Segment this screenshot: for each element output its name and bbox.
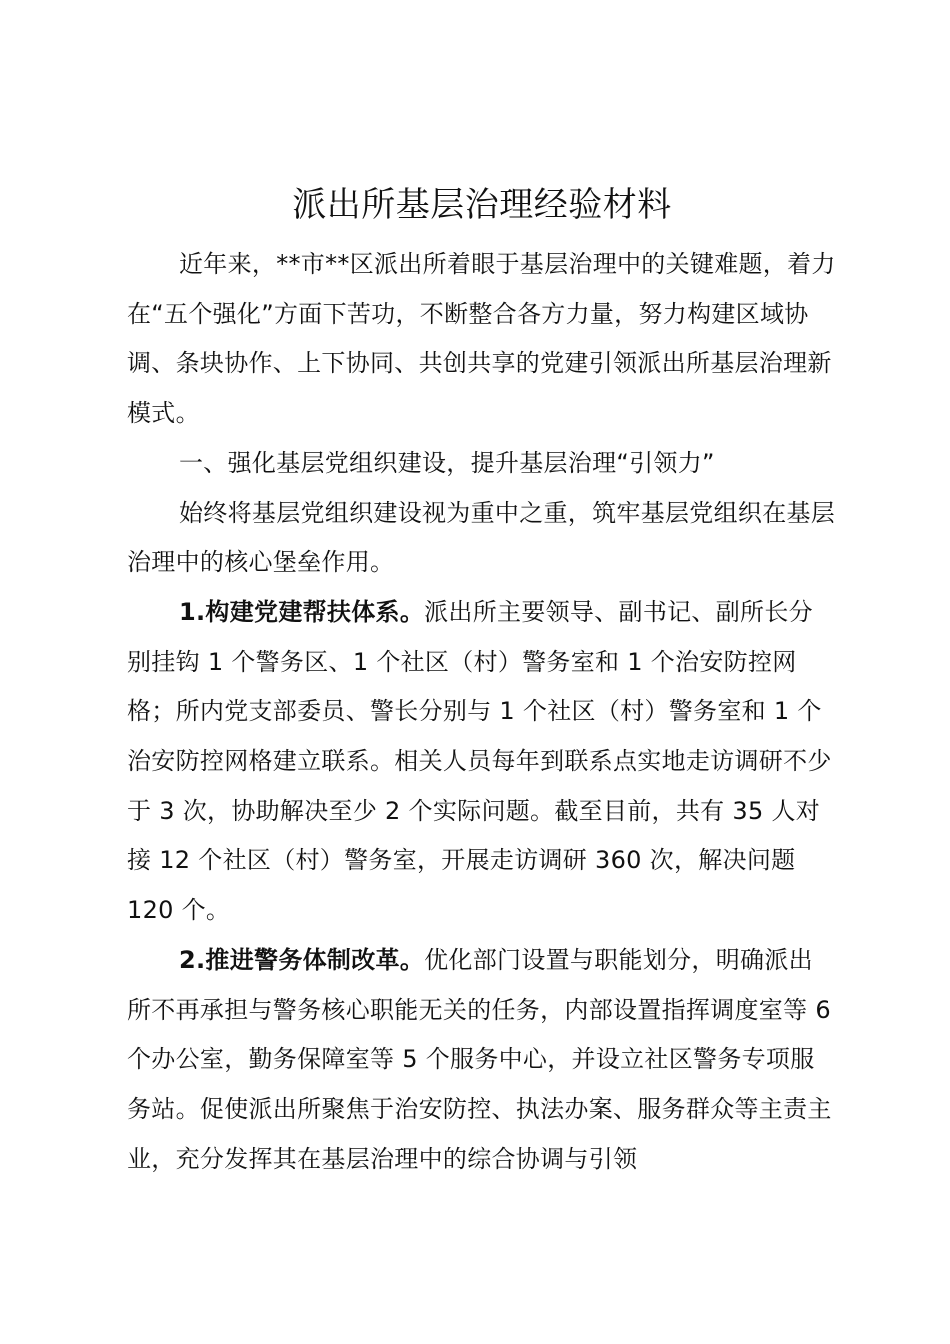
subsection-2-paragraph xyxy=(127,936,837,1185)
document-body xyxy=(127,178,837,1184)
subsection-1-text: 派出所主要领导、副书记、副所长分别挂钩 1 个警务区、1 个社区（村）警务室和 1 个治安防控网格；所内党支部委员、警长分别与 1 个社区（村）警务室和 1 个治安防控网格建立联系。相关人员每年到联系点实地走访调研不少于 3 次，协助解决至少 2 个实际问题。截至目前，共有 35 人对接 12 个社区（村）警务室，开展走访调研 360 次，解决问题 120 个。 xyxy=(127,597,832,925)
section-1-summary-text: 始终将基层党组织建设视为重中之重，筑牢基层党组织在基层治理中的核心堡垒作用。 xyxy=(127,498,836,577)
subsection-2-lead: 2.推进警务体制改革。 xyxy=(179,945,425,974)
intro-paragraph xyxy=(127,240,837,439)
document-title: 派出所基层治理经验材料 xyxy=(292,185,672,225)
subsection-2-text: 优化部门设置与职能划分，明确派出所不再承担与警务核心职能无关的任务，内部设置指挥调度室等 6 个办公室，勤务保障室等 5 个服务中心，并设立社区警务专项服务站。促使派出所聚焦于治安防控、执法办案、服务群众等主责主业，充分发挥其在基层治理中的综合协调与引领 xyxy=(127,945,832,1173)
subsection-1-lead: 1.构建党建帮扶体系。 xyxy=(179,597,425,626)
section-heading-1 xyxy=(127,439,837,489)
section-1-summary xyxy=(127,489,837,588)
section-heading-1-text: 一、强化基层党组织建设，提升基层治理“引领力” xyxy=(179,448,715,477)
subsection-1-paragraph xyxy=(127,588,837,936)
intro-paragraph-text: 近年来，**市**区派出所着眼于基层治理中的关键难题，着力在“五个强化”方面下苦功，不断整合各方力量，努力构建区域协调、条块协作、上下协同、共创共享的党建引领派出所基层治理新模式。 xyxy=(127,250,836,428)
